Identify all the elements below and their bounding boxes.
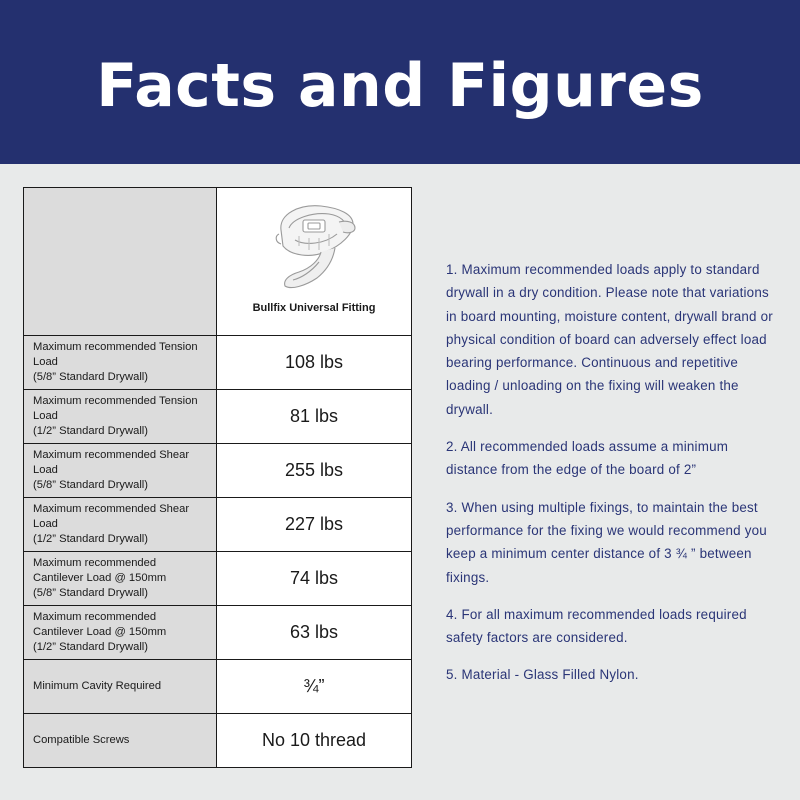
note-item: 3. When using multiple fixings, to maintain the best performance for the fixing we would recommend you keep a minimum center distance of 3 ¾ ” between fixings. <box>446 499 767 585</box>
row-value-cell <box>217 606 412 660</box>
product-name: Bullfix Universal Fitting <box>252 302 376 314</box>
row-value-cell <box>217 660 412 714</box>
row-value: No 10 thread <box>261 730 367 750</box>
row-value-cell <box>217 390 412 444</box>
wall-fixing-anchor-icon <box>269 200 361 292</box>
table-row <box>24 498 412 552</box>
row-label-cell <box>24 390 217 444</box>
table-header-row <box>24 188 412 336</box>
header-banner <box>0 0 800 164</box>
row-value-cell <box>217 714 412 768</box>
row-label: Maximum recommended Tension Load (5/8” Standard Drywall) <box>33 341 198 383</box>
row-label: Maximum recommended Cantilever Load @ 150mm (5/8” Standard Drywall) <box>33 557 167 599</box>
row-label-cell <box>24 552 217 606</box>
row-value-cell <box>217 498 412 552</box>
row-label: Compatible Screws <box>33 734 130 746</box>
row-label-cell <box>24 606 217 660</box>
note-item: 1. Maximum recommended loads apply to standard drywall in a dry condition. Please note that variations in board mounting, moisture content, drywall brand or physical condition of board can adversely effect load bearing performance. Continuous and repetitive loading / unloading on the fixing will weaken the drywall. <box>446 262 773 417</box>
row-label: Maximum recommended Tension Load (1/2” Standard Drywall) <box>33 395 198 437</box>
table-row <box>24 606 412 660</box>
row-label-cell <box>24 444 217 498</box>
table-row <box>24 660 412 714</box>
table-row <box>24 336 412 390</box>
note-item: 2. All recommended loads assume a minimum distance from the edge of the board of 2” <box>446 439 729 478</box>
row-label: Minimum Cavity Required <box>33 680 162 692</box>
page-title: Facts and Figures <box>96 51 704 121</box>
row-label-cell <box>24 714 217 768</box>
specs-table <box>23 187 412 768</box>
row-value: 255 lbs <box>284 460 344 480</box>
row-label-cell <box>24 498 217 552</box>
notes-section <box>446 258 776 701</box>
row-value: 227 lbs <box>284 514 344 534</box>
header-empty-cell <box>24 188 217 336</box>
table-row <box>24 714 412 768</box>
row-label: Maximum recommended Cantilever Load @ 150mm (1/2” Standard Drywall) <box>33 611 167 653</box>
product-cell <box>217 188 412 336</box>
table-row <box>24 390 412 444</box>
row-value-cell <box>217 444 412 498</box>
row-label-cell <box>24 660 217 714</box>
table-row <box>24 552 412 606</box>
note-item: 5. Material - Glass Filled Nylon. <box>446 667 639 683</box>
row-value: 74 lbs <box>289 568 339 588</box>
row-label: Maximum recommended Shear Load (1/2” Standard Drywall) <box>33 503 190 545</box>
note-item: 4. For all maximum recommended loads required safety factors are considered. <box>446 606 747 646</box>
table-row <box>24 444 412 498</box>
row-value: 108 lbs <box>284 352 344 372</box>
row-value: ¾” <box>303 676 325 696</box>
row-value: 81 lbs <box>289 406 339 426</box>
row-value: 63 lbs <box>289 622 339 642</box>
row-label-cell <box>24 336 217 390</box>
row-value-cell <box>217 552 412 606</box>
row-label: Maximum recommended Shear Load (5/8” Standard Drywall) <box>33 449 190 491</box>
row-value-cell <box>217 336 412 390</box>
